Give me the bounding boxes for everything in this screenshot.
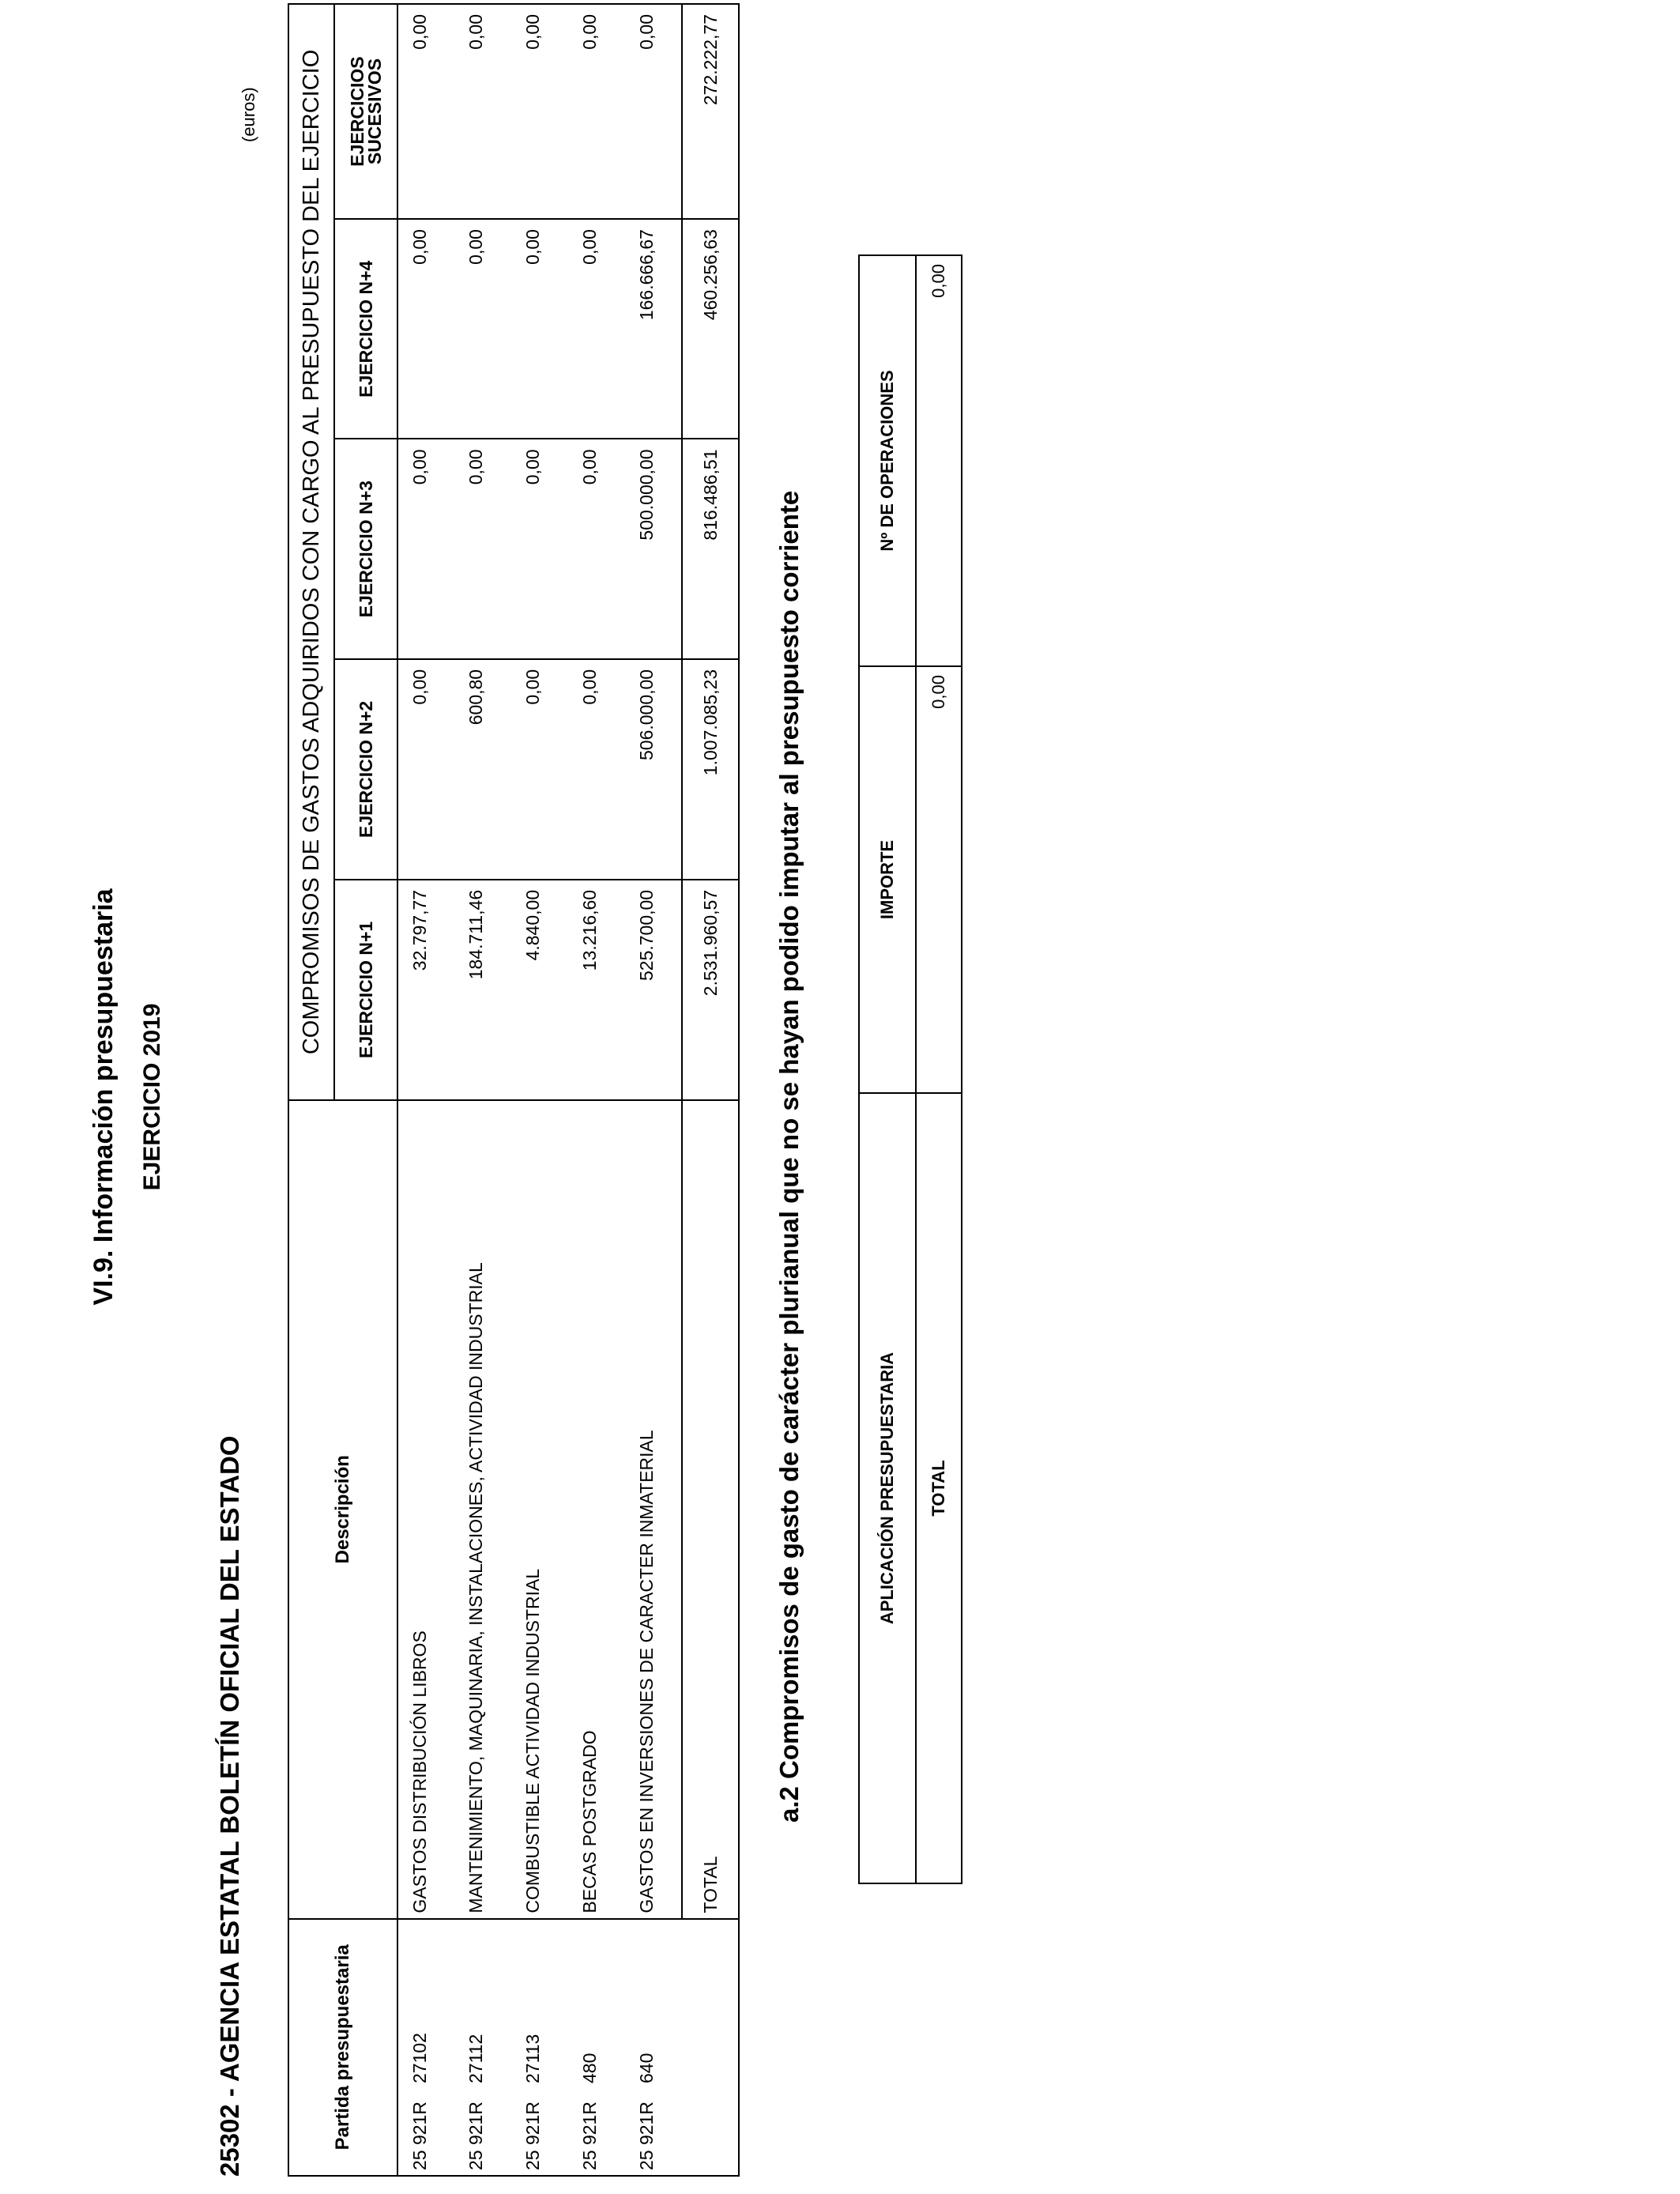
entity-name: 25302 - AGENCIA ESTATAL BOLETÍN OFICIAL DEL ESTADO bbox=[215, 1435, 244, 2177]
partida-cell bbox=[625, 1919, 682, 2176]
page-title: VI.9. Información presupuestaria bbox=[89, 888, 119, 1306]
commitments-table bbox=[288, 3, 740, 2177]
n2-cell: 0,00 bbox=[568, 659, 625, 880]
n1-cell: 184.711,46 bbox=[454, 880, 511, 1100]
n2-cell: 0,00 bbox=[397, 659, 454, 880]
partida-cell bbox=[454, 1919, 511, 2176]
table-row bbox=[511, 4, 568, 2176]
n2-cell: 600,80 bbox=[454, 659, 511, 880]
table-row bbox=[397, 4, 454, 2176]
sucesivos-cell: 0,00 bbox=[568, 4, 625, 219]
table-row bbox=[454, 4, 511, 2176]
sucesivos-cell: 0,00 bbox=[625, 4, 682, 219]
description-cell: COMBUSTIBLE ACTIVIDAD INDUSTRIAL bbox=[511, 1100, 568, 1919]
description-cell: GASTOS EN INVERSIONES DE CARACTER INMATERIAL bbox=[625, 1100, 682, 1919]
total-label: TOTAL bbox=[916, 1093, 962, 1883]
sucesivos-cell: 0,00 bbox=[511, 4, 568, 219]
section-heading: a.2 Compromisos de gasto de carácter plurianual que no se hayan podido imputar al presupuesto corriente bbox=[774, 490, 804, 1823]
partida-program: 25 921R bbox=[409, 2102, 430, 2170]
total-label: TOTAL bbox=[682, 1100, 739, 1919]
description-cell: BECAS POSTGRADO bbox=[568, 1100, 625, 1919]
table-header-row bbox=[859, 255, 916, 1883]
description-cell: MANTENIMIENTO, MAQUINARIA, INSTALACIONES, ACTIVIDAD INDUSTRIAL bbox=[454, 1100, 511, 1919]
total-n2: 1.007.085,23 bbox=[682, 659, 739, 880]
partida-economic: 27113 bbox=[522, 2034, 543, 2083]
n3-cell: 0,00 bbox=[454, 439, 511, 658]
column-header-sucesivos bbox=[334, 4, 397, 219]
partida-program: 25 921R bbox=[636, 2102, 657, 2170]
column-group-header: COMPROMISOS DE GASTOS ADQUIRIDOS CON CARGO AL PRESUPUESTO DEL EJERCICIO bbox=[288, 4, 334, 1100]
total-n3: 816.486,51 bbox=[682, 439, 739, 658]
total-sucesivos: 272.222,77 bbox=[682, 4, 739, 219]
sucesivos-cell: 0,00 bbox=[397, 4, 454, 219]
n1-cell: 32.797,77 bbox=[397, 880, 454, 1100]
partida-program: 25 921R bbox=[465, 2102, 486, 2170]
sucesivos-cell: 0,00 bbox=[454, 4, 511, 219]
column-header-sucesivos-line2: SUCESIVOS bbox=[364, 58, 385, 165]
column-header-sucesivos-line1: EJERCICIOS bbox=[347, 56, 367, 167]
n1-cell: 13.216,60 bbox=[568, 880, 625, 1100]
total-importe: 0,00 bbox=[916, 666, 962, 1093]
partida-cell bbox=[397, 1919, 454, 2176]
column-header-aplicacion: APLICACIÓN PRESUPUESTARIA bbox=[859, 1093, 916, 1883]
n4-cell: 166.666,67 bbox=[625, 219, 682, 439]
total-n4: 460.256,63 bbox=[682, 219, 739, 439]
noncurrent-commitments-table bbox=[858, 254, 962, 1884]
n2-cell: 0,00 bbox=[511, 659, 568, 880]
partida-economic: 27112 bbox=[465, 2034, 486, 2083]
partida-economic: 480 bbox=[579, 2053, 600, 2083]
partida-program: 25 921R bbox=[579, 2102, 600, 2170]
n1-cell: 525.700,00 bbox=[625, 880, 682, 1100]
partida-economic: 640 bbox=[636, 2053, 657, 2083]
n3-cell: 0,00 bbox=[568, 439, 625, 658]
table-row bbox=[568, 4, 625, 2176]
n3-cell: 0,00 bbox=[397, 439, 454, 658]
currency-note: (euros) bbox=[239, 87, 258, 142]
column-header-n1: EJERCICIO N+1 bbox=[334, 880, 397, 1100]
total-n1: 2.531.960,57 bbox=[682, 880, 739, 1100]
n1-cell: 4.840,00 bbox=[511, 880, 568, 1100]
table-header-group-row bbox=[288, 4, 334, 2176]
partida-cell bbox=[568, 1919, 625, 2176]
column-header-operaciones: Nº DE OPERACIONES bbox=[859, 255, 916, 666]
table-total-row bbox=[682, 4, 739, 2176]
column-header-descripcion: Descripción bbox=[288, 1100, 397, 1919]
n4-cell: 0,00 bbox=[397, 219, 454, 439]
total-partida-cell bbox=[682, 1919, 739, 2176]
description-cell: GASTOS DISTRIBUCIÓN LIBROS bbox=[397, 1100, 454, 1919]
n4-cell: 0,00 bbox=[454, 219, 511, 439]
partida-economic: 27102 bbox=[409, 2033, 430, 2083]
n3-cell: 500.000,00 bbox=[625, 439, 682, 658]
n4-cell: 0,00 bbox=[511, 219, 568, 439]
exercise-year-title: EJERCICIO 2019 bbox=[139, 1003, 165, 1191]
table-row bbox=[625, 4, 682, 2176]
column-header-partida: Partida presupuestaria bbox=[288, 1919, 397, 2176]
column-header-importe: IMPORTE bbox=[859, 666, 916, 1093]
n4-cell: 0,00 bbox=[568, 219, 625, 439]
n3-cell: 0,00 bbox=[511, 439, 568, 658]
column-header-n3: EJERCICIO N+3 bbox=[334, 439, 397, 658]
partida-cell bbox=[511, 1919, 568, 2176]
total-operaciones: 0,00 bbox=[916, 255, 962, 666]
column-header-n4: EJERCICIO N+4 bbox=[334, 219, 397, 439]
table-total-row bbox=[916, 255, 962, 1883]
partida-program: 25 921R bbox=[522, 2102, 543, 2170]
n2-cell: 506.000,00 bbox=[625, 659, 682, 880]
column-header-n2: EJERCICIO N+2 bbox=[334, 659, 397, 880]
